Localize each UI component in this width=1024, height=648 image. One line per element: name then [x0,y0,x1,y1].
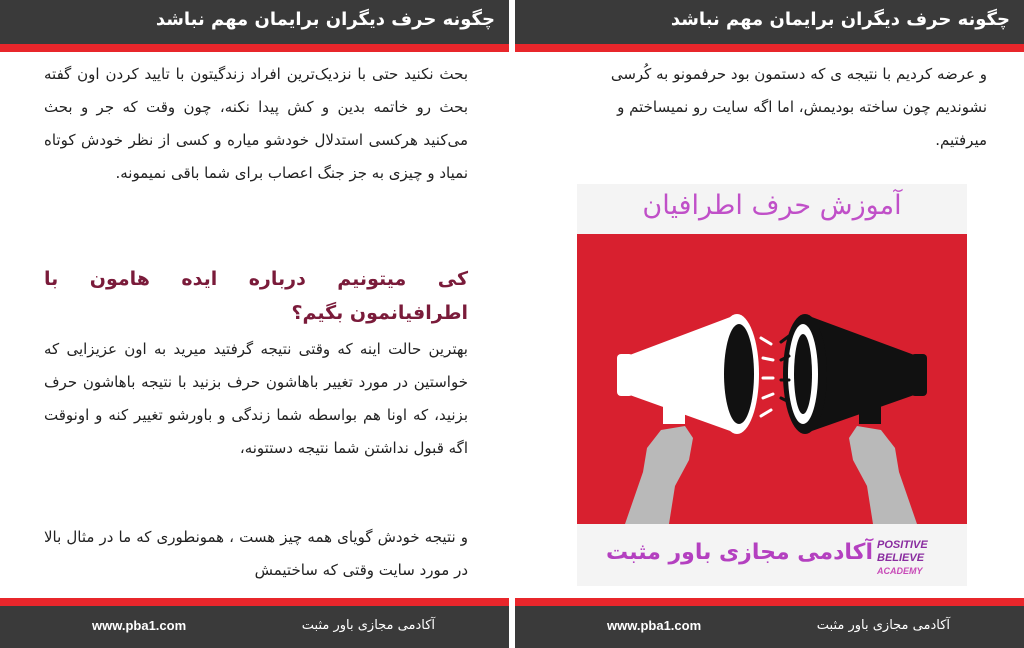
page-header [515,0,1024,44]
positive-believe-logo [877,539,959,583]
logo-line-2: BELIEVE [877,552,925,564]
footer-site-url[interactable]: www.pba1.com [92,618,187,633]
header-accent-bar [0,44,509,52]
poster-subtitle: آکادمی مجازی باور مثبت [605,540,873,565]
footer-site-url[interactable]: www.pba1.com [607,618,702,633]
megaphone-poster-image [577,184,967,586]
footer-site-name: آکادمی مجازی باور مثبت [301,618,435,633]
footer-site-name: آکادمی مجازی باور مثبت [816,618,950,633]
logo-line-1: POSITIVE [877,539,928,551]
footer-accent-bar [0,598,509,606]
poster-title: آموزش حرف اطرافیان [642,190,902,221]
body-paragraph: و نتیجه خودش گویای همه چیز هست ، همونطوری که ما در مثال بالا در مورد سایت وقتی که ساختیمش [44,528,468,579]
page-footer [515,606,1024,648]
page-header [0,0,509,44]
right-hand-icon [849,426,917,524]
section-heading: کی میتونیم درباره ایده هامون با اطرافیانمون بگیم؟ [44,268,468,324]
left-hand-icon [625,426,693,524]
page-left [0,0,509,648]
logo-line-3: ACADEMY [877,566,923,576]
megaphones-illustration [577,234,967,524]
header-accent-bar [515,44,1024,52]
body-paragraph: بحث نکنید حتی با نزدیک‌ترین افراد زندگیتون با تایید کردن اون گفته بحث رو خاتمه بدین و کش پیدا نکنه، چون وقت که جر و بحث می‌کنید هرکسی استدلال خودشو میاره و کسی از نظر خودش کوتاه نمیاد و چیزی به جز جنگ اعصاب برای شما باقی نمیمونه. [44,65,468,182]
sound-waves-icon [761,338,773,416]
white-megaphone-icon [617,314,759,434]
page-title: چگونه حرف دیگران برایمان مهم نباشد [670,9,1010,30]
body-paragraph: و عرضه کردیم با نتیجه ی که دستمون بود حرفمونو به کُرسی نشوندیم چون ساخته بودیمش، اما اگه سایت رو نمیساختم و میرفتیم. [610,65,987,149]
page-title: چگونه حرف دیگران برایمان مهم نباشد [155,9,495,30]
footer-accent-bar [515,598,1024,606]
black-megaphone-icon [783,314,927,434]
page-right [515,0,1024,648]
body-paragraph: بهترین حالت اینه که وقتی نتیجه گرفتید میرید به اون عزیزایی که خواستین در مورد تغییر باهاشون حرف بزنید با نتیجه باهاشون حرف بزنید، که اونا هم بواسطه شما زندگی و باورشو تغییر کنه و اونوقت اگه قبول نداشتن شما نتیجه دستتونه، [44,340,468,457]
page-footer [0,606,509,648]
